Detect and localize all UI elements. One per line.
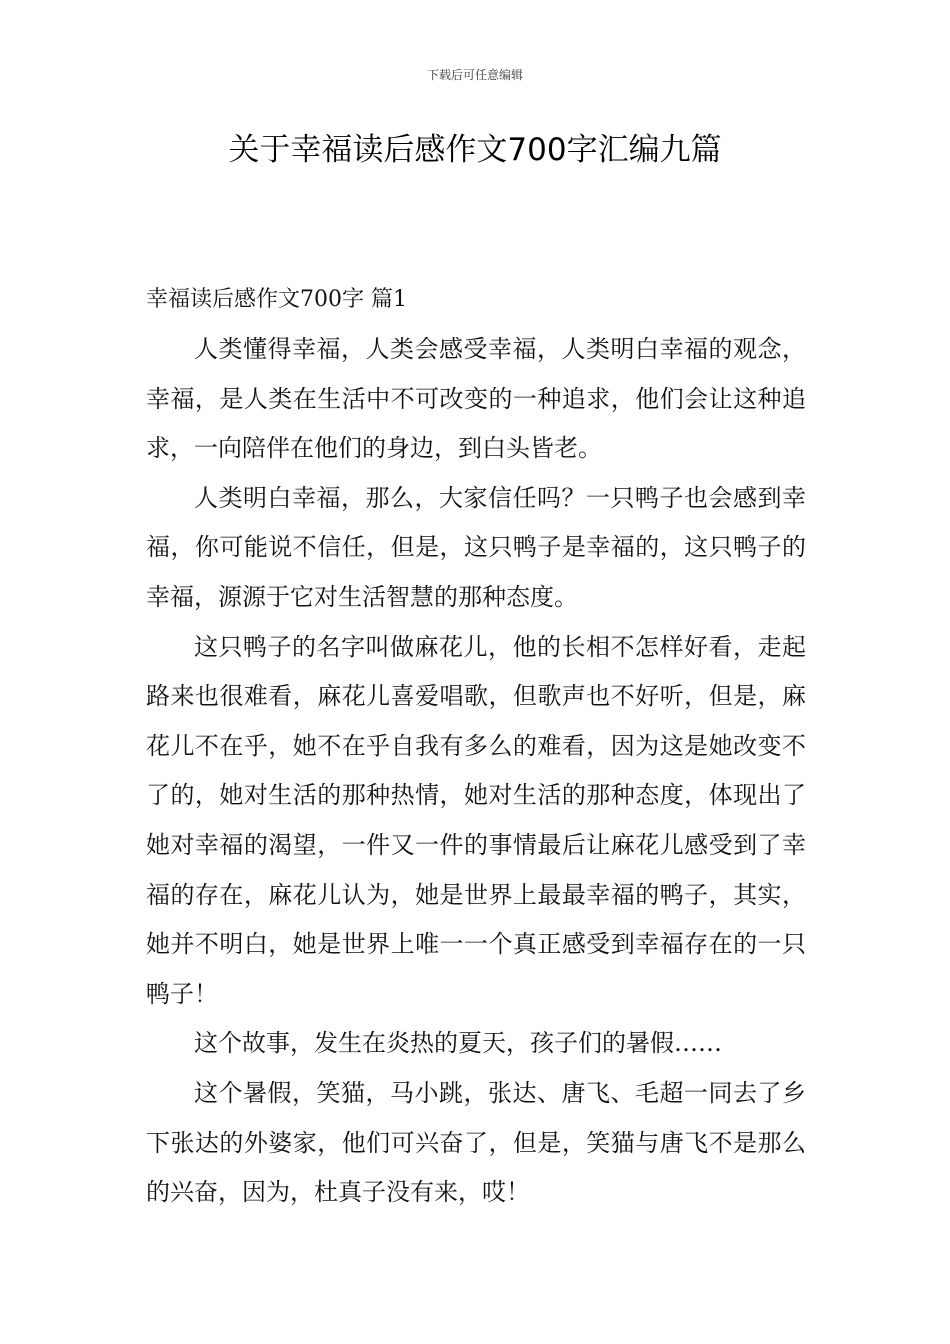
document-title: 关于幸福读后感作文700字汇编九篇 — [228, 132, 722, 168]
paragraph: 这个故事，发生在炎热的夏天，孩子们的暑假…… — [194, 1029, 722, 1058]
paragraph: 人类懂得幸福，人类会感受幸福，人类明白幸福的观念，幸福，是人类在生活中不可改变的一种追求，他们会让这种追求，一向陪伴在他们的身边，到白头皆老。 — [146, 335, 806, 463]
paragraph: 这只鸭子的名字叫做麻花儿，他的长相不怎样好看，走起路来也很难看，麻花儿喜爱唱歌，但歌声也不好听，但是，麻花儿不在乎，她不在乎自我有多么的难看，因为这是她改变不了的，她对生活的那种热情，她对生活的那种态度，体现出了她对幸福的渴望，一件又一件的事情最后让麻花儿感受到了幸福的存在，麻花儿认为，她是世界上最最幸福的鸭子，其实，她并不明白，她是世界上唯一一个真正感受到幸福存在的一只鸭子！ — [146, 632, 806, 1008]
body-text — [146, 325, 806, 1218]
paragraph: 人类明白幸福，那么，大家信任吗？一只鸭子也会感到幸福，你可能说不信任，但是，这只鸭子是幸福的，这只鸭子的幸福，源源于它对生活智慧的那种态度。 — [146, 483, 806, 611]
section-heading: 幸福读后感作文700字 篇1 — [146, 287, 407, 312]
header-note: 下载后可任意编辑 — [426, 68, 523, 82]
paragraph: 这个暑假，笑猫，马小跳，张达、唐飞、毛超一同去了乡下张达的外婆家，他们可兴奋了，但是，笑猫与唐飞不是那么的兴奋，因为，杜真子没有来，哎！ — [146, 1078, 806, 1207]
